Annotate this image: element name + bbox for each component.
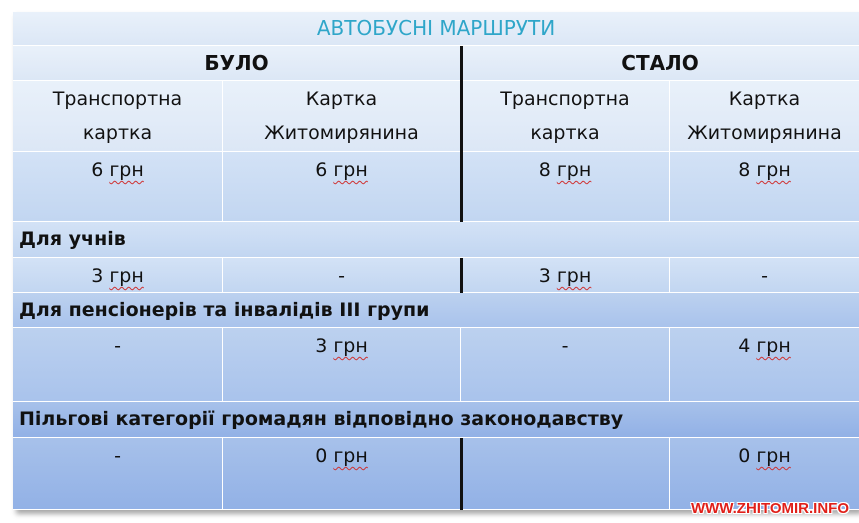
- column-header-line: Транспортна: [52, 88, 183, 110]
- column-header-transport-card: [461, 81, 670, 152]
- currency-unit: грн: [556, 159, 592, 181]
- category-label: Для учнів: [13, 222, 859, 258]
- column-header-line: картка: [82, 122, 153, 144]
- column-header-line: Транспортна: [500, 88, 630, 110]
- currency-unit: грн: [109, 159, 144, 181]
- category-row-students: [13, 222, 859, 258]
- column-header-line: Житомирянина: [264, 122, 419, 144]
- column-header-line: Картка: [728, 88, 801, 110]
- fare-cell: [670, 258, 859, 293]
- fare-value: -: [338, 265, 345, 287]
- general-fare-row: [13, 152, 859, 222]
- fare-value: 3 грн: [91, 265, 144, 287]
- site-watermark: WWW.ZHITOMIR.INFO: [690, 500, 849, 517]
- fare-value: 3 грн: [315, 335, 368, 357]
- before-after-divider: [460, 438, 463, 510]
- students-fare-row: [13, 258, 859, 293]
- fare-table: [13, 12, 859, 510]
- currency-unit: грн: [109, 265, 144, 287]
- fare-value: 8 грн: [538, 159, 592, 181]
- fare-value: 6 грн: [91, 159, 144, 181]
- column-header-transport-card: [13, 81, 223, 152]
- fare-cell: [13, 258, 223, 293]
- fare-value: 4 грн: [738, 335, 791, 357]
- fare-value: 0 грн: [738, 445, 791, 467]
- fare-cell: [461, 258, 670, 293]
- fare-value: -: [114, 445, 121, 467]
- column-header-row: [13, 81, 859, 152]
- fare-value: -: [761, 265, 768, 287]
- currency-unit: грн: [756, 445, 791, 467]
- currency-unit: грн: [333, 159, 368, 181]
- column-header-resident-card: [223, 81, 461, 152]
- fare-value: 0 грн: [315, 445, 368, 467]
- fare-cell: [223, 328, 461, 402]
- fare-value: 8 грн: [738, 159, 791, 181]
- fare-cell: [461, 438, 670, 510]
- fare-cell: [461, 152, 670, 222]
- group-before-header: БУЛО: [13, 46, 461, 81]
- fare-cell: [223, 152, 461, 222]
- table-title: АВТОБУСНІ МАРШРУТИ: [13, 12, 859, 46]
- fare-value: 3 грн: [538, 265, 592, 287]
- fare-value: -: [114, 335, 121, 357]
- fare-value: -: [561, 335, 569, 357]
- currency-unit: грн: [756, 159, 791, 181]
- currency-unit: грн: [556, 265, 592, 287]
- fare-cell: [223, 438, 461, 510]
- category-row-privileged: [13, 402, 859, 438]
- category-row-pensioners: [13, 293, 859, 328]
- category-label: Для пенсіонерів та інвалідів ІІІ групи: [13, 293, 859, 328]
- pensioners-fare-row: [13, 328, 859, 402]
- currency-unit: грн: [333, 445, 368, 467]
- column-header-line: Картка: [305, 88, 378, 110]
- fare-value: 6 грн: [315, 159, 368, 181]
- fare-cell: [13, 438, 223, 510]
- before-after-divider: [460, 46, 463, 222]
- fare-cell: [461, 328, 670, 402]
- column-header-line: картка: [530, 122, 600, 144]
- fare-cell: [670, 328, 859, 402]
- fare-cell: [13, 152, 223, 222]
- group-header-row: [13, 46, 859, 81]
- column-header-resident-card: [670, 81, 859, 152]
- column-header-line: Житомирянина: [687, 122, 842, 144]
- currency-unit: грн: [756, 335, 791, 357]
- category-label: Пільгові категорії громадян відповідно законодавству: [13, 402, 859, 438]
- group-after-header: СТАЛО: [461, 46, 859, 81]
- fare-cell: [13, 328, 223, 402]
- fare-cell: [670, 152, 859, 222]
- title-row: [13, 12, 859, 46]
- before-after-divider: [460, 258, 463, 293]
- currency-unit: грн: [333, 335, 368, 357]
- fare-cell: [223, 258, 461, 293]
